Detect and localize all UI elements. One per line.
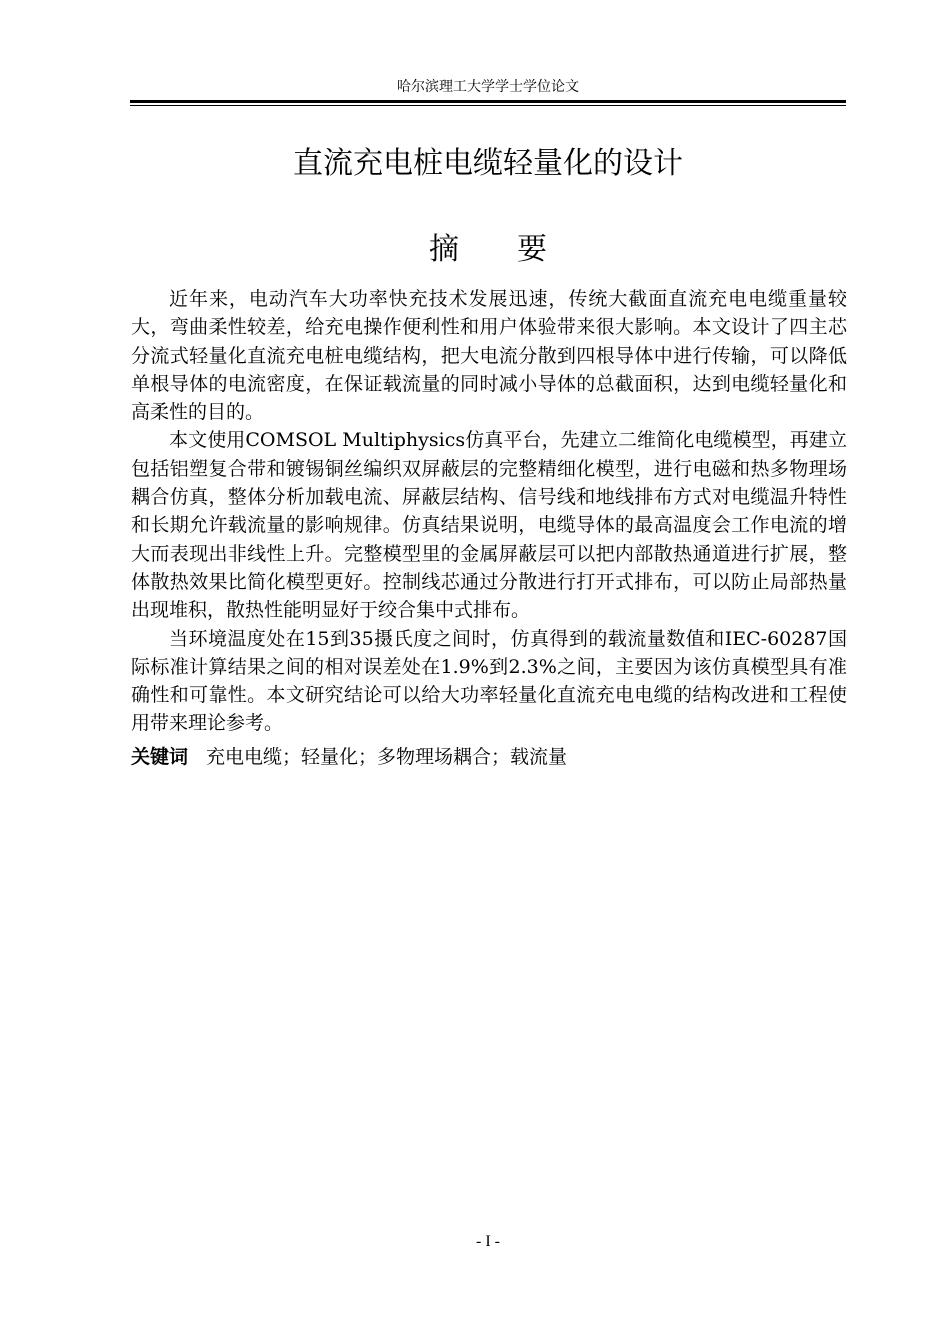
keywords-text: 充电电缆；轻量化；多物理场耦合；载流量 bbox=[206, 746, 568, 768]
header-rule-thick bbox=[130, 100, 846, 103]
abstract-paragraph-3: 当环境温度处在15到35摄氏度之间时，仿真得到的载流量数值和IEC-60287国际标准计算结果之间的相对误差处在1.9%到2.3%之间，主要因为该仿真模型具有准确性和可靠性。本文研究结论可以给大功率轻量化直流充电电缆的结构改进和工程使用带来理论参考。 bbox=[131, 627, 847, 735]
page-number: - I - bbox=[476, 1233, 500, 1250]
abstract-body bbox=[131, 285, 847, 738]
header-rule bbox=[130, 100, 846, 106]
header-rule-thin bbox=[130, 105, 846, 106]
abstract-paragraph-1: 近年来，电动汽车大功率快充技术发展迅速，传统大截面直流充电电缆重量较大，弯曲柔性较差，给充电操作便利性和用户体验带来很大影响。本文设计了四主芯分流式轻量化直流充电桩电缆结构，把大电流分散到四根导体中进行传输，可以降低单根导体的电流密度，在保证载流量的同时减小导体的总截面积，达到电缆轻量化和高柔性的目的。 bbox=[131, 288, 847, 424]
running-header: 哈尔滨理工大学学士学位论文 bbox=[397, 80, 579, 95]
keywords-label: 关键词 bbox=[131, 746, 189, 768]
abstract-heading: 摘要 bbox=[429, 232, 605, 267]
keywords-line bbox=[131, 743, 847, 771]
paper-title: 直流充电桩电缆轻量化的设计 bbox=[293, 146, 683, 181]
abstract-paragraph-2: 本文使用COMSOL Multiphysics仿真平台，先建立二维简化电缆模型，再建立包括铝塑复合带和镀锡铜丝编织双屏蔽层的完整精细化模型，进行电磁和热多物理场耦合仿真，整体分析加载电流、屏蔽层结构、信号线和地线排布方式对电缆温升特性和长期允许载流量的影响规律。仿真结果说明，电缆导体的最高温度会工作电流的增大而表现出非线性上升。完整模型里的金属屏蔽层可以把内部散热通道进行扩展，整体散热效果比简化模型更好。控制线芯通过分散进行打开式排布，可以防止局部热量出现堆积，散热性能明显好于绞合集中式排布。 bbox=[131, 429, 847, 622]
